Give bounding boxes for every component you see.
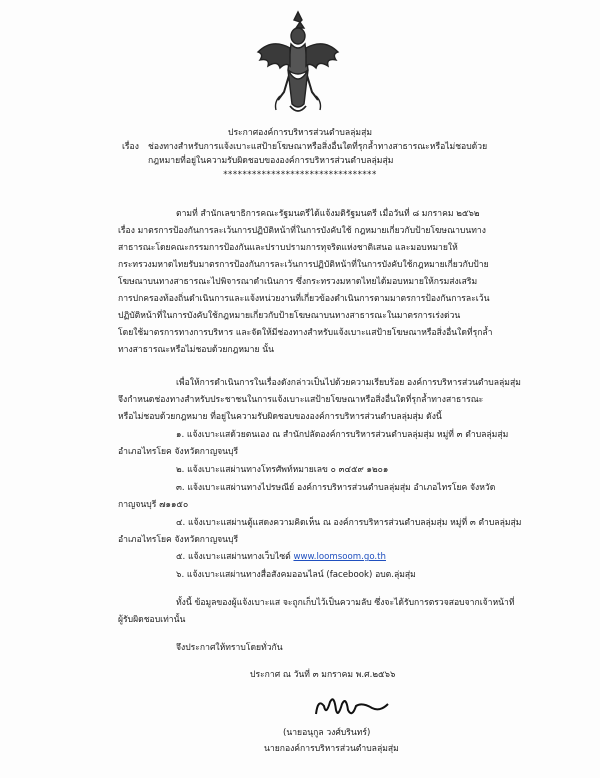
body-line: กระทรวงมหาดไทยรับมาตรการป้องกันการละเว้นการปฏิบัติหน้าที่ในการบังคับใช้กฎหมายเกี่ยวกับป้าย bbox=[118, 260, 489, 270]
channel-1-cont: อำเภอไทรโยค จังหวัดกาญจนบุรี bbox=[118, 447, 239, 457]
signer-name: (นายอนุกูล วงศ์บรินทร์) bbox=[283, 728, 371, 738]
announce-line: จึงประกาศให้ทราบโดยทั่วกัน bbox=[176, 643, 283, 653]
body-line: โฆษณาบนทางสาธารณะไปพิจารณาดำเนินการ ซึ่งกระทรวงมหาดไทยได้มอบหมายให้กรมส่งเสริม bbox=[118, 277, 478, 287]
privacy-note-cont: ผู้รับผิดชอบเท่านั้น bbox=[118, 615, 186, 625]
signer-position: นายกองค์การบริหารส่วนตำบลลุ่มสุ่ม bbox=[264, 744, 399, 754]
channel-2: ๒. แจ้งเบาะแสผ่านทางโทรศัพท์หมายเลข ๐ ๓๔๕๙ ๑๒๐๑ bbox=[176, 465, 389, 475]
body-line: เพื่อให้การดำเนินการในเรื่องดังกล่าวเป็นไปด้วยความเรียบร้อย องค์การบริหารส่วนตำบลลุ่มสุ่ม bbox=[176, 378, 521, 388]
channel-4-cont: อำเภอไทรโยค จังหวัดกาญจนบุรี bbox=[118, 535, 239, 545]
body-line: สาธารณะโดยคณะกรรมการป้องกันและปราบปรามการทุจริตแห่งชาติเสนอ และมอบหมายให้ bbox=[118, 243, 458, 253]
channel-3-cont: กาญจนบุรี ๗๑๑๕๐ bbox=[118, 500, 189, 510]
channel-4: ๔. แจ้งเบาะแสผ่านตู้แสดงความคิดเห็น ณ องค์การบริหารส่วนตำบลลุ่มสุ่ม หมู่ที่ ๓ ตำบลลุ่มสุ่ม bbox=[176, 518, 522, 528]
document-title: ประกาศองค์การบริหารส่วนตำบลลุ่มสุ่ม bbox=[227, 128, 372, 138]
garuda-emblem-icon bbox=[250, 8, 346, 118]
channel-3: ๓. แจ้งเบาะแสผ่านทางไปรษณีย์ องค์การบริหารส่วนตำบลลุ่มสุ่ม อำเภอไทรโยค จังหวัด bbox=[176, 483, 496, 493]
body-line: หรือไม่ชอบด้วยกฎหมาย ที่อยู่ในความรับผิดชอบขององค์การบริหารส่วนตำบลลุ่มสุ่ม ดังนี้ bbox=[118, 412, 442, 422]
channel-6: ๖. แจ้งเบาะแสผ่านทางสื่อสังคมออนไลน์ (facebook) อบต.ลุ่มสุ่ม bbox=[176, 570, 416, 580]
body-line: การปกครองท้องถิ่นดำเนินการและแจ้งหน่วยงานที่เกี่ยวข้องดำเนินการตามมาตรการป้องกันการละเว้น bbox=[118, 294, 490, 304]
channel-5-label: ๕. แจ้งเบาะแสผ่านทางเว็บไซต์ bbox=[176, 552, 291, 562]
body-line: ปฏิบัติหน้าที่ในการบังคับใช้กฎหมายเกี่ยวกับป้ายโฆษณาบนทางสาธารณะในมาตรการเร่งด่วน bbox=[118, 311, 461, 321]
signature-icon bbox=[312, 692, 392, 722]
body-line: เรื่อง มาตรการป้องกันการละเว้นการปฏิบัติหน้าที่ในการบังคับใช้ กฎหมายเกี่ยวกับป้ายโฆษณาบนทาง bbox=[118, 226, 486, 236]
subject-line-1: ช่องทางสำหรับการแจ้งเบาะแสป้ายโฆษณาหรือสิ่งอื่นใดที่รุกล้ำทางสาธารณะหรือไม่ชอบด้วย bbox=[148, 142, 488, 152]
channel-1: ๑. แจ้งเบาะแสด้วยตนเอง ณ สำนักปลัดองค์การบริหารส่วนตำบลลุ่มสุ่ม หมู่ที่ ๓ ตำบลลุ่มสุ่ม bbox=[176, 430, 509, 440]
privacy-note: ทั้งนี้ ข้อมูลของผู้แจ้งเบาะแส จะถูกเก็บไว้เป็นความลับ ซึ่งจะได้รับการตรวจสอบจากเจ้าหน้าที่ bbox=[176, 598, 515, 608]
body-line: จึงกำหนดช่องทางสำหรับประชาชนในการแจ้งเบาะแสป้ายโฆษณาหรือสิ่งอื่นใดที่รุกล้ำทางสาธารณะ bbox=[118, 395, 484, 405]
body-line: โดยใช้มาตรการทางการบริหาร และจัดให้มีช่องทางสำหรับแจ้งเบาะแสป้ายโฆษณาหรือสิ่งอื่นใดที่รุกล้ำ bbox=[118, 328, 493, 338]
subject-line-2: กฎหมายที่อยู่ในความรับผิดชอบขององค์การบริหารส่วนตำบลลุ่มสุ่ม bbox=[148, 156, 394, 166]
subject-label: เรื่อง bbox=[122, 142, 139, 152]
body-line: ทางสาธารณะหรือไม่ชอบด้วยกฎหมาย นั้น bbox=[118, 345, 274, 355]
separator-stars: ******************************** bbox=[223, 170, 377, 180]
date-line: ประกาศ ณ วันที่ ๓ มกราคม พ.ศ.๒๕๖๖ bbox=[250, 670, 396, 680]
channel-5 bbox=[176, 552, 386, 563]
website-link[interactable]: www.loomsoom.go.th bbox=[293, 552, 386, 562]
body-line: ตามที่ สำนักเลขาธิการคณะรัฐมนตรีได้แจ้งมติรัฐมนตรี เมื่อวันที่ ๘ มกราคม ๒๕๖๒ bbox=[176, 209, 480, 219]
